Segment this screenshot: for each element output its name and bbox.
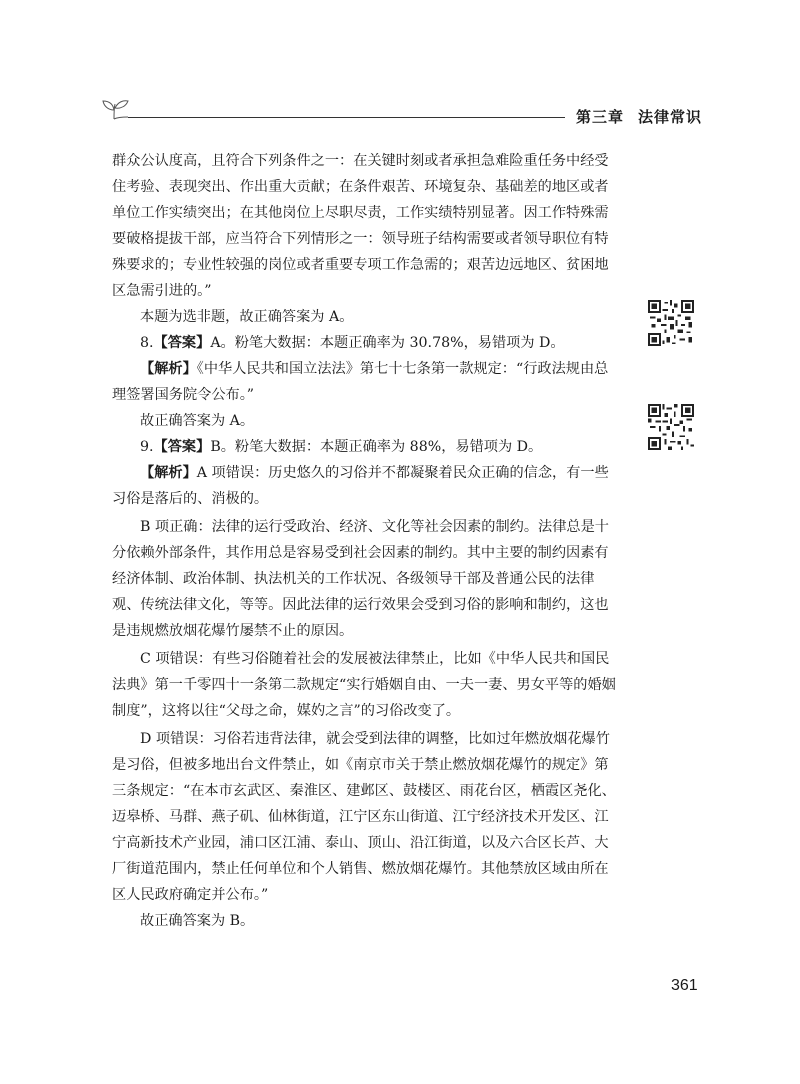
analysis-q8 bbox=[112, 356, 622, 408]
question-number: 9. bbox=[140, 439, 154, 455]
analysis-label: 【解析】 bbox=[140, 361, 197, 377]
qr-code-icon[interactable] bbox=[648, 300, 694, 346]
chapter-number: 第三章 bbox=[576, 108, 625, 126]
conclusion: 故正确答案为 B。 bbox=[140, 913, 255, 929]
analysis-label: 【解析】 bbox=[140, 465, 197, 481]
page-body bbox=[112, 148, 622, 934]
header-rule bbox=[128, 117, 565, 118]
paragraph: 群众公认度高，且符合下列条件之一：在关键时刻或者承担急难险重任务中经受住考验、表现突出、作出重大贡献；在条件艰苦、环境复杂、基础差的地区或者单位工作实绩突出；在其他岗位上尽职尽责，工作实绩特别显著。因工作特殊需要破格提拔干部，应当符合下列情形之一：领导班子结构需要或者领导职位有特殊要求的；专业性较强的岗位或者重要专项工作急需的；艰苦边远地区、贫困地区急需引进的。” bbox=[112, 153, 609, 299]
qr-code-icon[interactable] bbox=[648, 404, 694, 450]
analysis-text: A 项错误：历史悠久的习俗并不都凝聚着民众正确的信念，有一些习俗是落后的、消极的。 bbox=[112, 465, 609, 507]
chapter-section: 法律常识 bbox=[638, 108, 703, 126]
option-d-explanation: D 项错误：习俗若违背法律，就会受到法律的调整，比如过年燃放烟花爆竹是习俗，但被多地出台文件禁止，如《南京市关于禁止燃放烟花爆竹的规定》第三条规定：“在本市玄武区、秦淮区、建邺区、鼓楼区、雨花台区，栖霞区尧化、迈皋桥、马群、燕子矶、仙林街道，江宁区东山街道、江宁经济技术开发区、江宁高新技术产业园，浦口区江浦、泰山、顶山、沿江街道，以及六合区长芦、大厂街道范围内，禁止任何单位和个人销售、燃放烟花爆竹。其他禁放区域由所在区人民政府确定并公布。” bbox=[112, 731, 616, 903]
page-header bbox=[0, 0, 800, 130]
answer-text: B。粉笔大数据：本题正确率为 88%，易错项为 D。 bbox=[210, 439, 543, 455]
analysis-text: 《中华人民共和国立法法》第七十七条第一款规定：“行政法规由总理签署国务院令公布。” bbox=[112, 361, 609, 403]
answer-line-q8 bbox=[112, 330, 622, 356]
question-number: 8. bbox=[140, 335, 154, 351]
answer-label: 【答案】 bbox=[153, 439, 211, 455]
paragraph: 本题为选非题，故正确答案为 A。 bbox=[140, 309, 354, 325]
page-number: 361 bbox=[671, 977, 698, 994]
answer-text: A。粉笔大数据：本题正确率为 30.78%，易错项为 D。 bbox=[210, 335, 565, 351]
chapter-title bbox=[576, 106, 702, 127]
conclusion: 故正确答案为 A。 bbox=[140, 413, 255, 429]
option-b-explanation: B 项正确：法律的运行受政治、经济、文化等社会因素的制约。法律总是十分依赖外部条件，其作用总是容易受到社会因素的制约。其中主要的制约因素有经济体制、政治体制、执法机关的工作状况、各级领导干部及普通公民的法律观、传统法律文化，等等。因此法律的运行效果会受到习俗的影响和制约，这也是违规燃放烟花爆竹屡禁不止的原因。 bbox=[112, 519, 609, 639]
analysis-q9 bbox=[112, 460, 622, 512]
answer-line-q9 bbox=[112, 434, 622, 460]
leaf-ornament-icon bbox=[100, 98, 130, 120]
answer-label: 【答案】 bbox=[153, 335, 211, 351]
option-c-explanation: C 项错误：有些习俗随着社会的发展被法律禁止，比如《中华人民共和国民法典》第一千零四十一条第二款规定“实行婚姻自由、一夫一妻、男女平等的婚姻制度”，这将以往“父母之命，媒妁之言”的习俗改变了。 bbox=[112, 651, 616, 719]
